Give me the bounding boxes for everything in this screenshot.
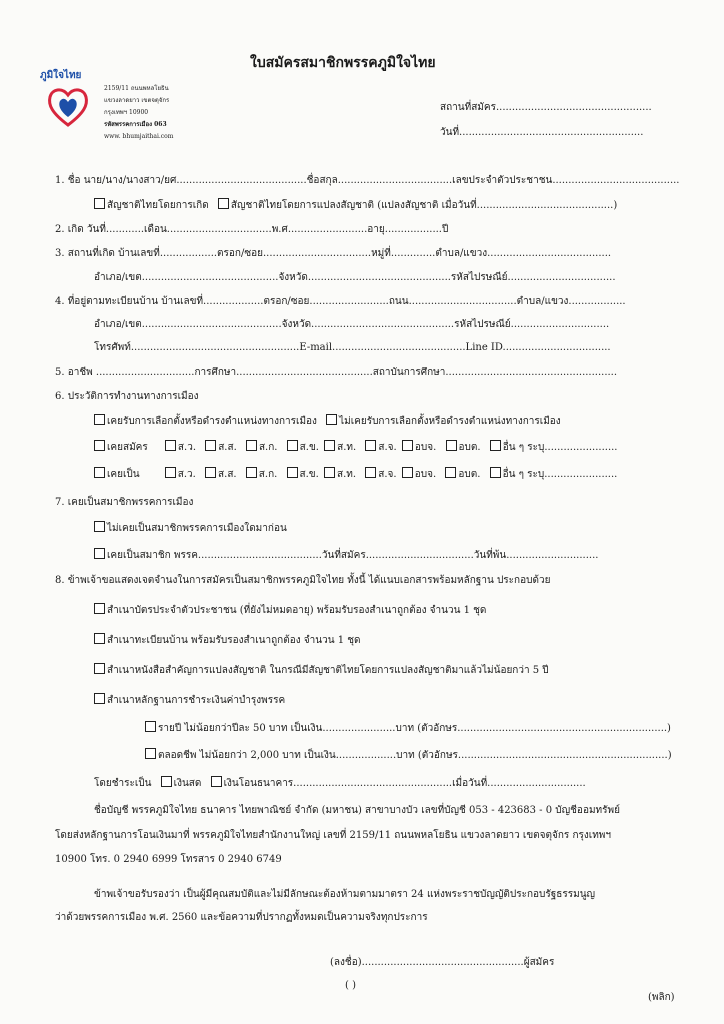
checkbox[interactable] xyxy=(445,467,456,478)
section-4-contact[interactable]: โทรศัพท์.....................................................E-mail..........................................Line ID.................................. xyxy=(94,342,611,353)
row-label: เคยสมัคร xyxy=(107,442,148,453)
address-line: 2159/11 ถนนพหลโยธิน xyxy=(104,85,169,92)
address-line: www. bhumjaithai.com xyxy=(104,133,174,140)
position-item: ส.ส. xyxy=(218,442,237,453)
doc-label: สำเนาหนังสือสำคัญการแปลงสัญชาติ ในกรณีมีสัญชาติไทยโดยการแปลงสัญชาติมาแล้วไม่น้อยกว่า 5 ปี xyxy=(107,665,549,676)
position-item: ส.จ. xyxy=(378,469,397,480)
checkbox[interactable] xyxy=(94,521,105,532)
position-item: ส.ท. xyxy=(337,442,357,453)
position-item: อื่น ๆ ระบุ....................... xyxy=(502,442,618,453)
option-elected: เคยรับการเลือกตั้งหรือดำรงตำแหน่งทางการเมือง xyxy=(107,416,317,427)
checkbox[interactable] xyxy=(161,776,172,787)
apply-date-field[interactable]: วันที่.......................................................... xyxy=(440,127,644,138)
fee-lifetime-label[interactable]: ตลอดชีพ ไม่น้อยกว่า 2,000 บาท เป็นเงิน...................บาท (ตัวอักษร..................................................................) xyxy=(158,750,672,761)
checkbox[interactable] xyxy=(246,467,257,478)
checkbox[interactable] xyxy=(490,440,501,451)
option-former-member: เคยเป็นสมาชิก พรรค.......................................วันที่สมัคร..................................วันที่พ้น............................. xyxy=(107,550,599,561)
checkbox[interactable] xyxy=(94,548,105,559)
section-6-row-applied xyxy=(94,440,618,455)
checkbox[interactable] xyxy=(324,467,335,478)
option-never-member: ไม่เคยเป็นสมาชิกพรรคการเมืองใดมาก่อน xyxy=(107,523,287,534)
section-2-birth[interactable]: 2. เกิด วันที่............เดือน.................................พ.ศ.........................อายุ..................ปี xyxy=(55,224,449,235)
position-item: อบต. xyxy=(458,469,481,480)
doc-label: สำเนาทะเบียนบ้าน พร้อมรับรองสำเนาถูกต้อง จำนวน 1 ชุด xyxy=(107,635,361,646)
checkbox[interactable] xyxy=(365,467,376,478)
checkbox[interactable] xyxy=(145,721,156,732)
checkbox[interactable] xyxy=(94,467,105,478)
apply-place-field[interactable]: สถานที่สมัคร................................................. xyxy=(440,102,652,113)
position-item: ส.ข. xyxy=(299,442,319,453)
bank-info-3: 10900 โทร. 0 2940 6999 โทรสาร 0 2940 6749 xyxy=(55,854,282,865)
row-label: เคยเป็น xyxy=(107,469,140,480)
doc-naturalization xyxy=(94,663,549,678)
section-3-birthplace[interactable]: 3. สถานที่เกิด บ้านเลขที่..................ตรอก/ซอย..................................หมู่ที่..............ตำบล/แขวง....................................... xyxy=(55,248,612,259)
position-item: ส.ว. xyxy=(177,442,196,453)
checkbox[interactable] xyxy=(324,440,335,451)
payment-prefix: โดยชำระเป็น xyxy=(94,778,152,789)
bank-info-1: ชื่อบัญชี พรรคภูมิใจไทย ธนาคาร ไทยพาณิชย์ จำกัด (มหาชน) สาขาบางบัว เลขที่บัญชี 053 - 423683 - 0 บัญชีออมทรัพย์ xyxy=(94,805,620,816)
checkbox[interactable] xyxy=(94,603,105,614)
section-8-heading: 8. ข้าพเจ้าขอแสดงเจตจำนงในการสมัครเป็นสมาชิกพรรคภูมิใจไทย ทั้งนี้ ได้แนบเอกสารพร้อมหลักฐาน ประกอบด้วย xyxy=(55,575,551,586)
doc-label: สำเนาหลักฐานการชำระเงินค่าบำรุงพรรค xyxy=(107,695,286,706)
position-item: อบจ. xyxy=(414,469,437,480)
position-item: ส.ท. xyxy=(336,469,357,480)
declaration-line-1: ข้าพเจ้าขอรับรองว่า เป็นผู้มีคุณสมบัติและไม่มีลักษณะต้องห้ามตามมาตรา 24 แห่งพระราชบัญญัติประกอบรัฐธรรมนูญ xyxy=(94,889,596,900)
position-item: ส.ก. xyxy=(258,442,278,453)
checkbox[interactable] xyxy=(218,198,229,209)
position-item: ส.จ. xyxy=(378,442,397,453)
position-item: อบต. xyxy=(458,442,481,453)
checkbox[interactable] xyxy=(246,440,257,451)
position-item: ส.ข. xyxy=(299,469,319,480)
checkbox[interactable] xyxy=(94,414,105,425)
section-1-name[interactable]: 1. ชื่อ นาย/นาง/นางสาว/ยศ.........................................ชื่อสกุล....................................เลขประจำตัวประชาชน........................................ xyxy=(55,175,680,186)
checkbox[interactable] xyxy=(94,693,105,704)
checkbox[interactable] xyxy=(211,776,222,787)
payment-method xyxy=(94,776,586,791)
form-title: ใบสมัครสมาชิกพรรคภูมิใจไทย xyxy=(250,55,436,71)
checkbox[interactable] xyxy=(94,440,105,451)
declaration-line-2: ว่าด้วยพรรคการเมือง พ.ศ. 2560 และข้อความที่ปรากฏทั้งหมดเป็นความจริงทุกประการ xyxy=(55,912,428,923)
doc-payment xyxy=(94,693,285,708)
fee-lifetime xyxy=(145,748,672,763)
signature-name-paren[interactable]: ( ) xyxy=(345,980,356,991)
nationality-by-birth: สัญชาติไทยโดยการเกิด xyxy=(107,200,209,211)
payment-transfer[interactable]: เงินโอนธนาคาร..................................................เมื่อวันที่............................... xyxy=(223,778,586,789)
checkbox[interactable] xyxy=(490,467,501,478)
option-not-elected: ไม่เคยรับการเลือกตั้งหรือดำรงตำแหน่งทางการเมือง xyxy=(339,416,561,427)
nationality-by-naturalization: สัญชาติไทยโดยการแปลงสัญชาติ (แปลงสัญชาติ เมื่อวันที่...........................................) xyxy=(230,200,618,211)
logo-text: ภูมิใจไทย xyxy=(40,70,82,81)
fee-annual-label[interactable]: รายปี ไม่น้อยกว่าปีละ 50 บาท เป็นเงิน.......................บาท (ตัวอักษร..................................................................) xyxy=(158,723,671,734)
checkbox[interactable] xyxy=(287,440,298,451)
position-item: ส.ก. xyxy=(258,469,278,480)
section-7-option-was xyxy=(94,548,598,563)
address-line: กรุงเทพฯ 10900 xyxy=(104,109,149,116)
checkbox[interactable] xyxy=(446,440,457,451)
section-6-row-was xyxy=(94,467,617,482)
doc-house-reg xyxy=(94,633,361,648)
checkbox[interactable] xyxy=(165,467,176,478)
section-6-heading: 6. ประวัติการทำงานทางการเมือง xyxy=(55,391,199,402)
checkbox[interactable] xyxy=(402,467,413,478)
fee-annual xyxy=(145,721,671,736)
checkbox[interactable] xyxy=(205,440,216,451)
checkbox[interactable] xyxy=(165,440,176,451)
section-1-nationality xyxy=(94,198,617,213)
section-3-district[interactable]: อำเภอ/เขต...........................................จังหวัด.............................................รหัสไปรษณีย์.................................. xyxy=(94,272,616,283)
section-7-heading: 7. เคยเป็นสมาชิกพรรคการเมือง xyxy=(55,497,194,508)
turn-over-note: (พลิก) xyxy=(648,992,675,1003)
checkbox[interactable] xyxy=(287,467,298,478)
checkbox[interactable] xyxy=(94,633,105,644)
section-7-option-never xyxy=(94,521,287,536)
checkbox[interactable] xyxy=(94,198,105,209)
checkbox[interactable] xyxy=(326,414,337,425)
address-line: รหัสพรรคการเมือง 063 xyxy=(104,121,167,128)
doc-label: สำเนาบัตรประจำตัวประชาชน (ที่ยังไม่หมดอายุ) พร้อมรับรองสำเนาถูกต้อง จำนวน 1 ชุด xyxy=(107,605,487,616)
signature-line[interactable]: (ลงชื่อ)...................................................ผู้สมัคร xyxy=(330,957,555,968)
payment-cash: เงินสด xyxy=(173,778,202,789)
checkbox[interactable] xyxy=(402,440,413,451)
checkbox[interactable] xyxy=(365,440,376,451)
party-logo xyxy=(40,68,90,133)
section-5-occupation[interactable]: 5. อาชีพ ...............................การศึกษา...........................................สถาบันการศึกษา...................................................... xyxy=(55,367,618,378)
position-item: ส.ว. xyxy=(177,469,196,480)
checkbox[interactable] xyxy=(205,467,216,478)
position-item: ส.ส. xyxy=(218,469,237,480)
checkbox[interactable] xyxy=(94,663,105,674)
heart-logo-icon xyxy=(46,83,90,129)
party-address xyxy=(104,83,173,143)
checkbox[interactable] xyxy=(145,748,156,759)
doc-id-card xyxy=(94,603,486,618)
section-4-address[interactable]: 4. ที่อยู่ตามทะเบียนบ้าน บ้านเลขที่...................ตรอก/ซอย.........................ถนน..................................ตำบล/แขวง.................. xyxy=(55,296,626,307)
bank-info-2: โดยส่งหลักฐานการโอนเงินมาที่ พรรคภูมิใจไทยสำนักงานใหญ่ เลขที่ 2159/11 ถนนพหลโยธิน แขวงลาดยาว เขตจตุจักร กรุงเทพฯ xyxy=(55,830,612,841)
position-item: อื่น ๆ ระบุ....................... xyxy=(502,469,618,480)
section-6-options xyxy=(94,414,561,429)
address-line: แขวงลาดยาว เขตจตุจักร xyxy=(104,97,170,104)
position-item: อบจ. xyxy=(414,442,437,453)
section-4-district[interactable]: อำเภอ/เขต............................................จังหวัด.............................................รหัสไปรษณีย์............................... xyxy=(94,319,610,330)
